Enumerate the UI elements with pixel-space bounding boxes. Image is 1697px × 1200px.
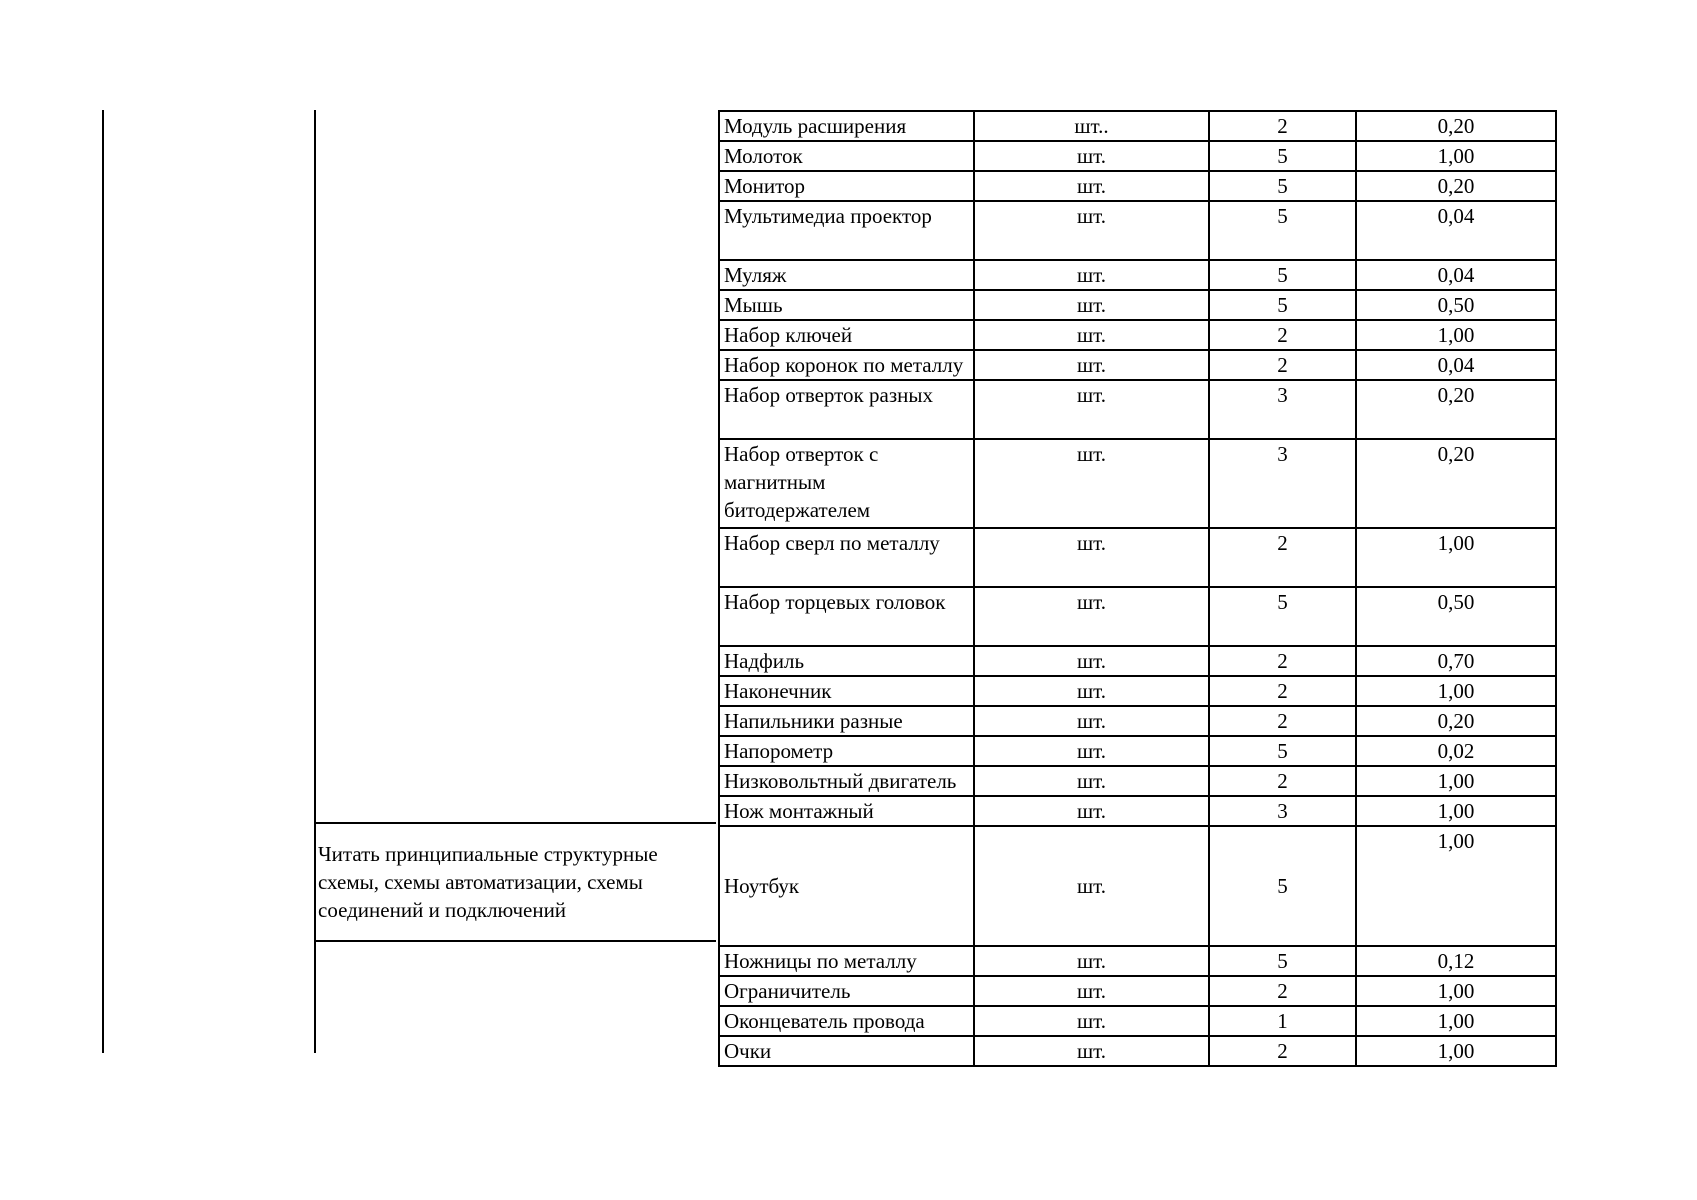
table-row <box>719 796 1556 826</box>
skill-description-text: Читать принципиальные структурные схемы, схемы автоматизации, схемы соединений и подключений <box>318 842 658 922</box>
item-unit-cell: шт. <box>974 676 1209 706</box>
table-row <box>719 976 1556 1006</box>
table-row <box>719 587 1556 646</box>
item-unit-cell: шт. <box>974 646 1209 676</box>
item-unit-cell: шт. <box>974 1036 1209 1066</box>
item-name-cell: Низковольтный двигатель <box>719 766 974 796</box>
item-coefficient-cell: 0,04 <box>1356 260 1556 290</box>
item-name-cell: Надфиль <box>719 646 974 676</box>
item-unit-cell: шт. <box>974 1006 1209 1036</box>
table-row <box>719 646 1556 676</box>
item-coefficient-cell: 1,00 <box>1356 796 1556 826</box>
item-name-cell: Напильники разные <box>719 706 974 736</box>
item-name-cell: Монитор <box>719 171 974 201</box>
item-coefficient-cell: 1,00 <box>1356 320 1556 350</box>
item-quantity-cell: 3 <box>1209 439 1356 528</box>
item-name-cell: Мультимедиа проектор <box>719 201 974 260</box>
item-coefficient-cell: 1,00 <box>1356 528 1556 587</box>
item-unit-cell: шт. <box>974 171 1209 201</box>
item-unit-cell: шт. <box>974 796 1209 826</box>
item-coefficient-cell: 0,20 <box>1356 439 1556 528</box>
table-row <box>719 439 1556 528</box>
item-quantity-cell: 3 <box>1209 380 1356 439</box>
item-quantity-cell: 2 <box>1209 706 1356 736</box>
item-unit-cell: шт. <box>974 380 1209 439</box>
item-name-cell: Ограничитель <box>719 976 974 1006</box>
item-unit-cell: шт. <box>974 766 1209 796</box>
item-quantity-cell: 2 <box>1209 676 1356 706</box>
item-name-cell: Оконцеватель провода <box>719 1006 974 1036</box>
item-unit-cell: шт. <box>974 528 1209 587</box>
item-quantity-cell: 5 <box>1209 171 1356 201</box>
item-quantity-cell: 5 <box>1209 201 1356 260</box>
table-row <box>719 946 1556 976</box>
table-row <box>719 320 1556 350</box>
item-coefficient-cell: 0,20 <box>1356 111 1556 141</box>
item-coefficient-cell: 0,02 <box>1356 736 1556 766</box>
item-name-cell: Набор отверток разных <box>719 380 974 439</box>
item-unit-cell: шт. <box>974 439 1209 528</box>
item-quantity-cell: 2 <box>1209 1036 1356 1066</box>
item-unit-cell: шт. <box>974 350 1209 380</box>
table-row <box>719 1036 1556 1066</box>
item-unit-cell: шт. <box>974 946 1209 976</box>
item-name-cell: Молоток <box>719 141 974 171</box>
item-quantity-cell: 5 <box>1209 946 1356 976</box>
item-quantity-cell: 2 <box>1209 976 1356 1006</box>
item-quantity-cell: 2 <box>1209 528 1356 587</box>
table-row <box>719 111 1556 141</box>
item-coefficient-cell: 1,00 <box>1356 976 1556 1006</box>
item-name-cell: Нож монтажный <box>719 796 974 826</box>
table-row <box>719 676 1556 706</box>
item-name-cell: Ножницы по металлу <box>719 946 974 976</box>
item-coefficient-cell: 0,12 <box>1356 946 1556 976</box>
item-quantity-cell: 3 <box>1209 796 1356 826</box>
item-name-cell: Напорометр <box>719 736 974 766</box>
item-name-cell: Модуль расширения <box>719 111 974 141</box>
item-coefficient-cell: 0,20 <box>1356 380 1556 439</box>
item-coefficient-cell: 0,04 <box>1356 201 1556 260</box>
item-unit-cell: шт. <box>974 706 1209 736</box>
item-coefficient-cell: 1,00 <box>1356 676 1556 706</box>
item-quantity-cell: 5 <box>1209 290 1356 320</box>
item-coefficient-cell: 0,20 <box>1356 171 1556 201</box>
table-row <box>719 380 1556 439</box>
item-name-cell: Набор коронок по металлу <box>719 350 974 380</box>
item-unit-cell: шт. <box>974 736 1209 766</box>
item-coefficient-cell: 1,00 <box>1356 826 1556 946</box>
item-quantity-cell: 2 <box>1209 320 1356 350</box>
item-unit-cell: шт. <box>974 201 1209 260</box>
table-row <box>719 766 1556 796</box>
equipment-table <box>718 110 1557 1067</box>
item-quantity-cell: 2 <box>1209 766 1356 796</box>
item-unit-cell: шт. <box>974 320 1209 350</box>
item-quantity-cell: 5 <box>1209 260 1356 290</box>
item-quantity-cell: 2 <box>1209 111 1356 141</box>
table-row <box>719 141 1556 171</box>
table-row <box>719 736 1556 766</box>
item-name-cell: Набор отверток с магнитным битодержателем <box>719 439 974 528</box>
item-unit-cell: шт. <box>974 976 1209 1006</box>
item-coefficient-cell: 0,20 <box>1356 706 1556 736</box>
table-row <box>719 290 1556 320</box>
item-coefficient-cell: 0,50 <box>1356 290 1556 320</box>
item-quantity-cell: 5 <box>1209 736 1356 766</box>
table-row <box>719 706 1556 736</box>
item-name-cell: Наконечник <box>719 676 974 706</box>
equipment-table-body <box>719 111 1556 1066</box>
item-name-cell: Муляж <box>719 260 974 290</box>
left-border-line <box>102 110 104 1053</box>
item-unit-cell: шт. <box>974 587 1209 646</box>
item-quantity-cell: 5 <box>1209 826 1356 946</box>
item-quantity-cell: 5 <box>1209 587 1356 646</box>
item-unit-cell: шт.. <box>974 111 1209 141</box>
item-coefficient-cell: 0,04 <box>1356 350 1556 380</box>
item-quantity-cell: 1 <box>1209 1006 1356 1036</box>
item-unit-cell: шт. <box>974 260 1209 290</box>
item-coefficient-cell: 1,00 <box>1356 1006 1556 1036</box>
table-row <box>719 201 1556 260</box>
table-row <box>719 1006 1556 1036</box>
item-name-cell: Мышь <box>719 290 974 320</box>
table-row <box>719 171 1556 201</box>
item-name-cell: Ноутбук <box>719 826 974 946</box>
table-row <box>719 528 1556 587</box>
item-coefficient-cell: 1,00 <box>1356 141 1556 171</box>
item-unit-cell: шт. <box>974 290 1209 320</box>
item-name-cell: Набор сверл по металлу <box>719 528 974 587</box>
item-name-cell: Набор ключей <box>719 320 974 350</box>
table-row <box>719 260 1556 290</box>
item-coefficient-cell: 1,00 <box>1356 1036 1556 1066</box>
item-quantity-cell: 2 <box>1209 350 1356 380</box>
item-unit-cell: шт. <box>974 141 1209 171</box>
item-name-cell: Набор торцевых головок <box>719 587 974 646</box>
item-coefficient-cell: 1,00 <box>1356 766 1556 796</box>
skill-description-cell <box>314 822 716 942</box>
table-row <box>719 826 1556 946</box>
item-name-cell: Очки <box>719 1036 974 1066</box>
item-coefficient-cell: 0,70 <box>1356 646 1556 676</box>
item-unit-cell: шт. <box>974 826 1209 946</box>
table-row <box>719 350 1556 380</box>
item-coefficient-cell: 0,50 <box>1356 587 1556 646</box>
item-quantity-cell: 2 <box>1209 646 1356 676</box>
item-quantity-cell: 5 <box>1209 141 1356 171</box>
